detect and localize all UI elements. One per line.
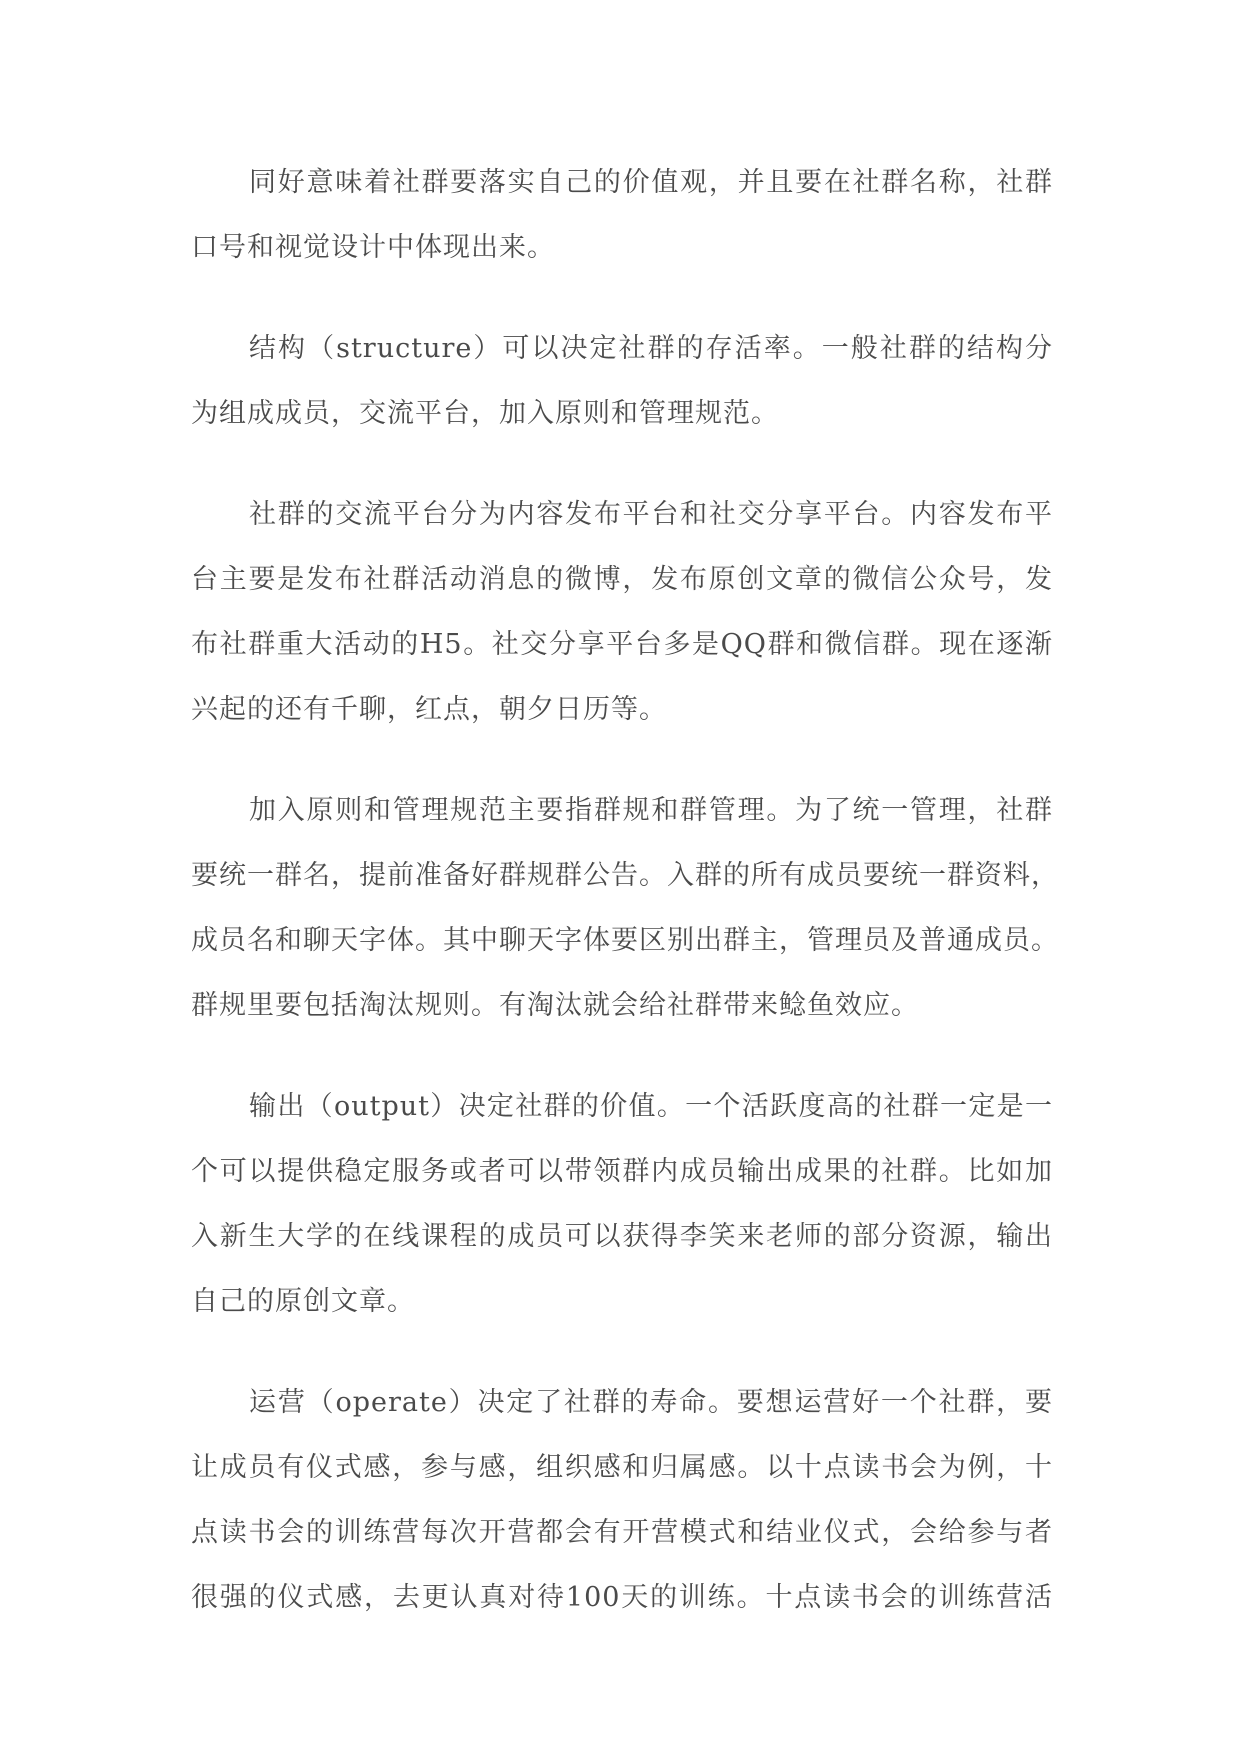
paragraph-line: 兴起的还有千聊，红点，朝夕日历等。 (191, 694, 667, 725)
paragraph-line: 点读书会的训练营每次开营都会有开营模式和结业仪式，会给参与者 (191, 1517, 1053, 1548)
document-page (191, 150, 1059, 1666)
paragraph-line: 运营（operate）决定了社群的寿命。要想运营好一个社群，要 (249, 1387, 1053, 1418)
paragraph-line: 让成员有仪式感，参与感，组织感和归属感。以十点读书会为例，十 (191, 1452, 1053, 1483)
paragraph-6 (191, 1370, 1053, 1630)
paragraph-2 (191, 316, 1053, 446)
paragraph-line: 加入原则和管理规范主要指群规和群管理。为了统一管理，社群 (249, 795, 1053, 826)
paragraph-line: 口号和视觉设计中体现出来。 (191, 232, 555, 263)
paragraph-line: 布社群重大活动的H5。社交分享平台多是QQ群和微信群。现在逐渐 (191, 629, 1053, 660)
paragraph-line: 自己的原创文章。 (191, 1286, 415, 1317)
paragraph-4 (191, 778, 1059, 1038)
paragraph-line: 社群的交流平台分为内容发布平台和社交分享平台。内容发布平 (249, 499, 1053, 530)
paragraph-line: 群规里要包括淘汰规则。有淘汰就会给社群带来鲶鱼效应。 (191, 990, 919, 1021)
paragraph-line: 台主要是发布社群活动消息的微博，发布原创文章的微信公众号，发 (191, 564, 1053, 595)
paragraph-1 (191, 150, 1053, 280)
paragraph-line: 要统一群名，提前准备好群规群公告。入群的所有成员要统一群资料， (191, 860, 1059, 891)
paragraph-line: 个可以提供稳定服务或者可以带领群内成员输出成果的社群。比如加 (191, 1156, 1053, 1187)
paragraph-line: 很强的仪式感，去更认真对待100天的训练。十点读书会的训练营活 (191, 1582, 1053, 1613)
paragraph-line: 输出（output）决定社群的价值。一个活跃度高的社群一定是一 (249, 1091, 1053, 1122)
paragraph-line: 成员名和聊天字体。其中聊天字体要区别出群主，管理员及普通成员。 (191, 925, 1059, 956)
paragraph-line: 入新生大学的在线课程的成员可以获得李笑来老师的部分资源，输出 (191, 1221, 1053, 1252)
paragraph-3 (191, 482, 1053, 742)
paragraph-line: 结构（structure）可以决定社群的存活率。一般社群的结构分 (249, 333, 1053, 364)
paragraph-5 (191, 1074, 1053, 1334)
paragraph-line: 同好意味着社群要落实自己的价值观，并且要在社群名称，社群 (249, 167, 1053, 198)
paragraph-line: 为组成成员，交流平台，加入原则和管理规范。 (191, 398, 779, 429)
